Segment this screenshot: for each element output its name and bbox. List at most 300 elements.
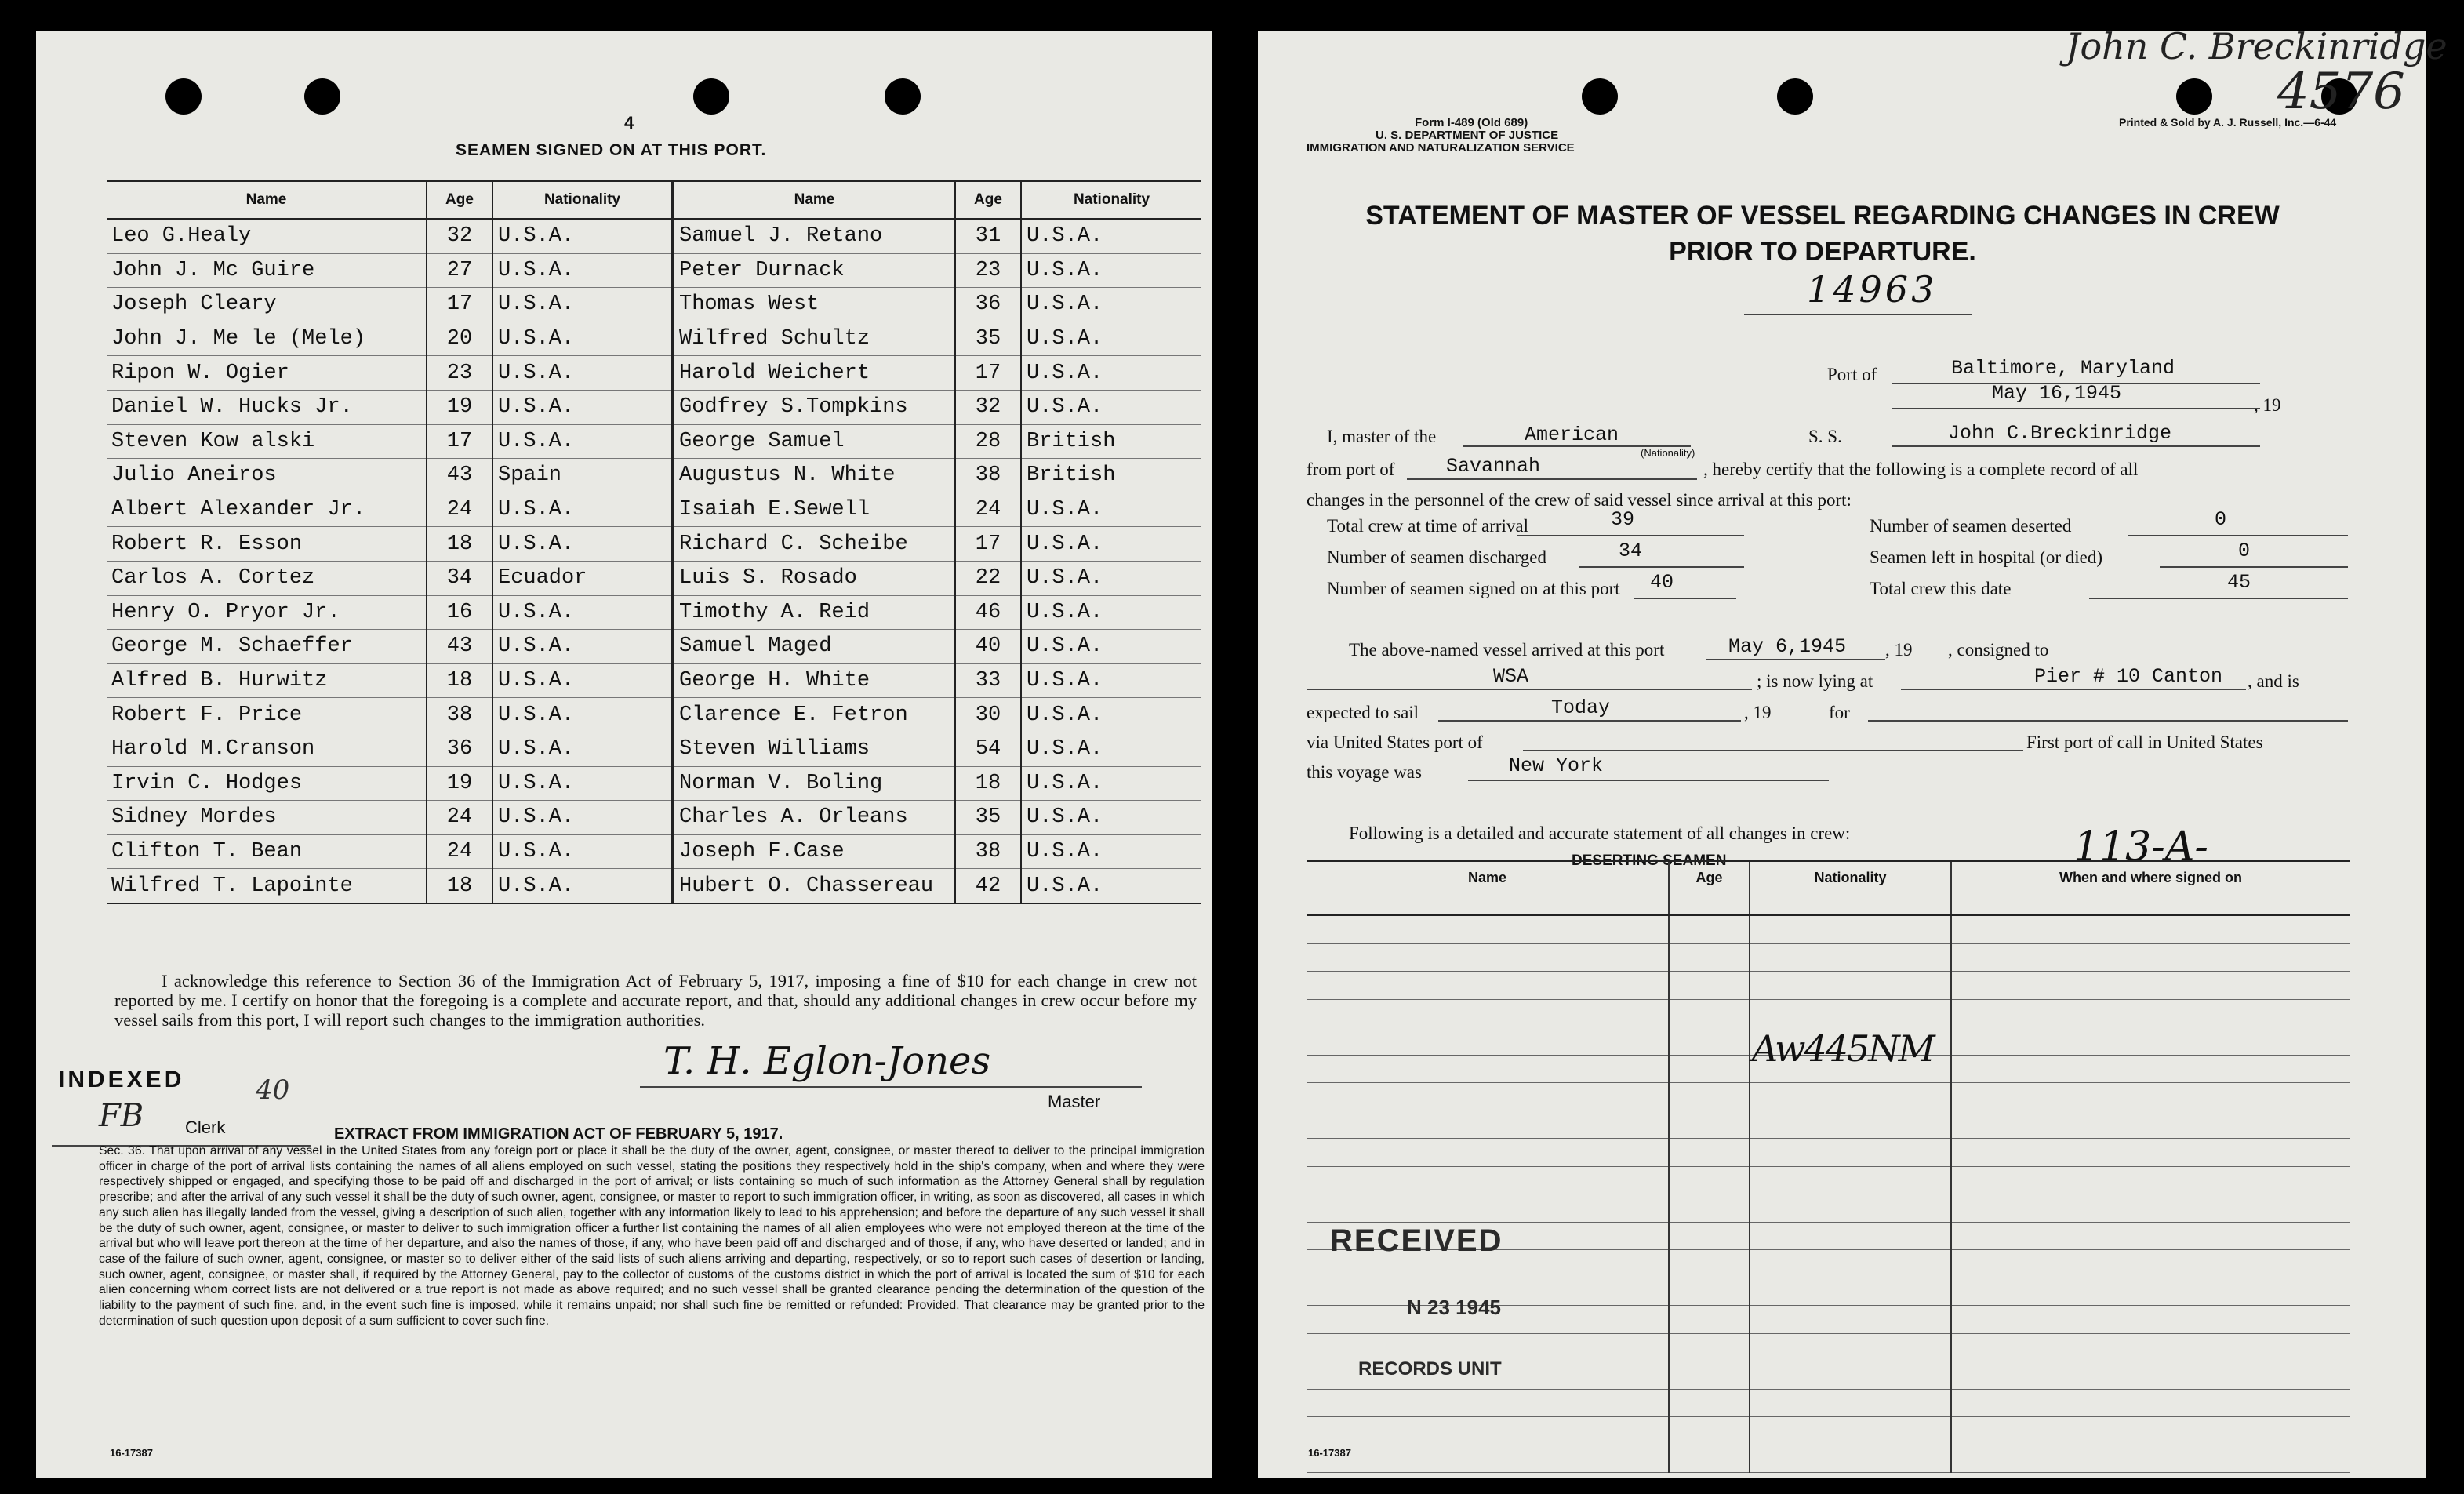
seaman-name: Harold M.Cranson: [107, 732, 427, 766]
empty-cell: [1951, 1083, 2350, 1111]
empty-cell: [1750, 1417, 1951, 1445]
form-code: 16-17387: [1308, 1447, 1351, 1459]
master-of-label: I, master of the: [1327, 427, 1437, 446]
table-row: [1307, 1445, 2350, 1473]
empty-cell: [1307, 1445, 1669, 1473]
sail-value: Today: [1551, 696, 1611, 719]
lying-value: Pier # 10 Canton: [2034, 665, 2223, 688]
seaman-name: Wilfred T. Lapointe: [107, 869, 427, 903]
form-code: 16-17387: [110, 1447, 153, 1459]
empty-cell: [1951, 1250, 2350, 1278]
seaman-age: 24: [427, 493, 492, 527]
empty-cell: [1951, 1417, 2350, 1445]
seaman-age: 27: [427, 253, 492, 288]
punch-hole: [165, 78, 202, 115]
seaman-age: 30: [955, 698, 1021, 732]
consigned-label: , consigned to: [1948, 640, 2049, 660]
received-date: N 23 1945: [1407, 1296, 1501, 1319]
table-row: [1307, 1139, 2350, 1167]
seaman-name: Robert F. Price: [107, 698, 427, 732]
master-signature-line: [640, 1086, 1142, 1088]
received-stamp: RECEIVED: [1330, 1223, 1503, 1258]
table-row: [1307, 1083, 2350, 1111]
seaman-nationality: U.S.A.: [492, 595, 673, 630]
empty-cell: [1750, 1445, 1951, 1473]
column-header-nationality: Nationality: [492, 181, 673, 219]
column-header-name: Name: [107, 181, 427, 219]
empty-cell: [1951, 1361, 2350, 1390]
seaman-nationality: U.S.A.: [1021, 732, 1201, 766]
table-row: [1307, 1333, 2350, 1361]
lying-label: ; is now lying at: [1757, 671, 1873, 691]
seaman-nationality: U.S.A.: [1021, 288, 1201, 322]
empty-cell: [1307, 999, 1669, 1027]
punch-hole: [304, 78, 340, 115]
seaman-name: Isaiah E.Sewell: [673, 493, 955, 527]
table-row: [107, 424, 1201, 459]
empty-cell: [1951, 1445, 2350, 1473]
extract-text: Sec. 36. That upon arrival of any vessel in the United States from any foreign port or place it shall be the duty of the owner, agent, consignee, or master thereof to deliver to the principal immigration officer in charge of the port of arrival lists containing the names of all aliens employed on such vessel, stating the positions they respectively hold in the ship's company, when and where they were respectively shipped or engaged, and specifying those to be paid off and discharged in the port of arrival; or lists containing so much of such information as the Attorney General shall by regulation prescribe; and after the arrival of any such vessel it shall be the duty of such owner, agent, consignee, or master to report to such immigration officer, in writing, as soon as discovered, all cases in which any such alien has illegally landed from the vessel, giving a description of such alien, together with any information likely to lead to his apprehension; and before the departure of any such vessel it shall be the duty of such owner, agent, consignee, or master to deliver to such immigration officer a further list containing the names of all alien employees who were not employed thereon at the time of the arrival but who will leave port thereon at the time of her departure, and also the names of those, if any, who have been paid off and discharged and of those, if any, who have deserted or landed; and in case of the failure of such owner, agent, consignee, or master so to deliver either of the said lists of such aliens arriving and departing, respectively, or so to report such cases of desertion or landing, such owner, agent, consignee, or master shall, if required by the Attorney General, pay to the collector of customs of the customs district in which the port of arrival is located the sum of $10 for each alien concerning whom correct lists are not delivered or a true report is not made as above required; and no such vessel shall be granted clearance pending the determination of the question of the liability to the payment of such fine, and, in the event such fine is imposed, while it remains unpaid; nor shall such fine be remitted or refunded: Provided, That clearance may be granted prior to the determination of such question upon deposit of a sum sufficient to cover such fine.: [99, 1144, 1205, 1328]
table-row: [1307, 943, 2350, 972]
crew-stat-line: [2089, 598, 2348, 599]
crew-stat-line: [2160, 566, 2348, 568]
table-row: [107, 595, 1201, 630]
seaman-age: 35: [955, 801, 1021, 835]
seaman-name: Harold Weichert: [673, 356, 955, 391]
seaman-name: George H. White: [673, 663, 955, 698]
seaman-age: 34: [427, 561, 492, 595]
empty-cell: [1669, 1445, 1750, 1473]
sail-year: , 19: [1744, 703, 1772, 722]
department: U. S. DEPARTMENT OF JUSTICE: [1376, 129, 1559, 142]
empty-cell: [1307, 1027, 1669, 1056]
column-header-name: Name: [1307, 861, 1669, 915]
empty-cell: [1750, 1111, 1951, 1139]
seaman-nationality: U.S.A.: [492, 288, 673, 322]
seaman-nationality: U.S.A.: [1021, 322, 1201, 356]
form-number: Form I-489 (Old 689): [1415, 116, 1528, 129]
changes-text: changes in the personnel of the crew of said vessel since arrival at this port:: [1307, 490, 1852, 510]
seaman-age: 23: [427, 356, 492, 391]
seaman-age: 36: [427, 732, 492, 766]
seaman-name: Joseph F.Case: [673, 834, 955, 869]
seaman-nationality: U.S.A.: [1021, 561, 1201, 595]
seaman-name: Thomas West: [673, 288, 955, 322]
from-port-line: [1407, 478, 1697, 480]
empty-cell: [1750, 1250, 1951, 1278]
empty-cell: [1669, 972, 1750, 1000]
page-number: 4: [624, 113, 634, 133]
arrived-label: The above-named vessel arrived at this port: [1349, 640, 1665, 660]
table-row: [107, 698, 1201, 732]
table-row: [107, 322, 1201, 356]
table-row: [1307, 1417, 2350, 1445]
seaman-age: 46: [955, 595, 1021, 630]
seaman-nationality: U.S.A.: [492, 356, 673, 391]
seaman-name: Luis S. Rosado: [673, 561, 955, 595]
column-header-when-where: When and where signed on: [1951, 861, 2350, 915]
seaman-age: 16: [427, 595, 492, 630]
empty-cell: [1669, 1194, 1750, 1223]
seaman-name: John J. Me le (Mele): [107, 322, 427, 356]
seaman-age: 17: [427, 424, 492, 459]
seaman-nationality: U.S.A.: [492, 801, 673, 835]
seaman-nationality: British: [1021, 459, 1201, 493]
seaman-age: 19: [427, 390, 492, 424]
empty-cell: [1951, 999, 2350, 1027]
for-line: [1868, 720, 2348, 722]
voyage-label: this voyage was: [1307, 762, 1422, 782]
crew-stat-value: 40: [1650, 571, 1674, 594]
empty-cell: [1669, 1361, 1750, 1390]
table-row: [107, 390, 1201, 424]
seaman-name: Steven Kow alski: [107, 424, 427, 459]
table-row: [107, 527, 1201, 562]
empty-cell: [1750, 999, 1951, 1027]
seaman-nationality: U.S.A.: [1021, 869, 1201, 903]
seaman-nationality: U.S.A.: [1021, 663, 1201, 698]
seaman-age: 17: [955, 527, 1021, 562]
column-header-nationality: Nationality: [1021, 181, 1201, 219]
lying-line: [1901, 689, 2246, 690]
seaman-age: 18: [427, 663, 492, 698]
empty-cell: [1669, 1055, 1750, 1083]
seaman-age: 33: [955, 663, 1021, 698]
crew-stat-line: [2128, 535, 2348, 536]
seaman-age: 17: [427, 288, 492, 322]
following-text: Following is a detailed and accurate statement of all changes in crew:: [1349, 823, 1851, 843]
seaman-nationality: Ecuador: [492, 561, 673, 595]
empty-cell: [1669, 999, 1750, 1027]
certify-text: , hereby certify that the following is a complete record of all: [1703, 460, 2139, 479]
table-row: [107, 253, 1201, 288]
left-page: [36, 31, 1212, 1478]
empty-cell: [1669, 1306, 1750, 1334]
seaman-nationality: U.S.A.: [1021, 801, 1201, 835]
empty-cell: [1307, 1139, 1669, 1167]
arrived-year: , 19: [1885, 640, 1913, 660]
voyage-line: [1468, 780, 1829, 781]
table-row: [107, 630, 1201, 664]
and-is-label: , and is: [2248, 671, 2299, 691]
seaman-age: 20: [427, 322, 492, 356]
vessel-line: [1892, 445, 2260, 447]
column-header-name: Name: [673, 181, 955, 219]
empty-cell: [1750, 1278, 1951, 1306]
empty-cell: [1669, 943, 1750, 972]
sail-label: expected to sail: [1307, 703, 1419, 722]
section-title: SEAMEN SIGNED ON AT THIS PORT.: [456, 141, 767, 159]
seaman-name: Albert Alexander Jr.: [107, 493, 427, 527]
clerk-initials: FB: [99, 1098, 144, 1134]
seaman-name: Henry O. Pryor Jr.: [107, 595, 427, 630]
seaman-name: Charles A. Orleans: [673, 801, 955, 835]
port-label: Port of: [1827, 365, 1877, 384]
punch-hole: [2176, 78, 2212, 115]
seaman-nationality: U.S.A.: [492, 663, 673, 698]
empty-cell: [1307, 915, 1669, 943]
seaman-name: Leo G.Healy: [107, 219, 427, 253]
column-header-age: Age: [1669, 861, 1750, 915]
empty-cell: [1951, 943, 2350, 972]
nationality-scribble: Aw445NM: [1752, 1027, 1934, 1070]
empty-cell: [1750, 943, 1951, 972]
seaman-age: 19: [427, 766, 492, 801]
seaman-nationality: U.S.A.: [492, 630, 673, 664]
handwritten-code: 113-A-: [2073, 823, 2208, 871]
empty-cell: [1669, 1389, 1750, 1417]
empty-cell: [1951, 915, 2350, 943]
ss-label: S. S.: [1808, 427, 1842, 446]
master-signature: T. H. Eglon-Jones: [663, 1039, 991, 1083]
records-unit-stamp: RECORDS UNIT: [1358, 1358, 1502, 1379]
seaman-age: 38: [955, 834, 1021, 869]
seaman-nationality: U.S.A.: [1021, 527, 1201, 562]
seaman-name: Alfred B. Hurwitz: [107, 663, 427, 698]
seaman-name: Clarence E. Fetron: [673, 698, 955, 732]
table-row: [107, 834, 1201, 869]
seaman-name: George M. Schaeffer: [107, 630, 427, 664]
seaman-age: 32: [955, 390, 1021, 424]
voyage-value: New York: [1509, 754, 1604, 777]
empty-cell: [1951, 1222, 2350, 1250]
table-row: [1307, 1194, 2350, 1223]
via-label: via United States port of: [1307, 732, 1483, 752]
vessel-value: John C.Breckinridge: [1948, 422, 2172, 445]
empty-cell: [1669, 1139, 1750, 1167]
table-row: [107, 732, 1201, 766]
date-year-label: , 19: [2254, 395, 2281, 415]
seaman-name: Godfrey S.Tompkins: [673, 390, 955, 424]
seaman-nationality: U.S.A.: [492, 698, 673, 732]
column-header-nationality: Nationality: [1750, 861, 1951, 915]
seaman-name: Peter Durnack: [673, 253, 955, 288]
handwritten-number: 4576: [2277, 63, 2405, 121]
empty-cell: [1750, 1139, 1951, 1167]
empty-cell: [1951, 1055, 2350, 1083]
punch-hole: [1777, 78, 1813, 115]
seaman-name: Sidney Mordes: [107, 801, 427, 835]
consignee-value: WSA: [1493, 665, 1529, 688]
empty-cell: [1951, 1306, 2350, 1334]
empty-cell: [1750, 1083, 1951, 1111]
seaman-nationality: U.S.A.: [492, 869, 673, 903]
empty-cell: [1669, 1250, 1750, 1278]
table-row: [107, 459, 1201, 493]
seaman-nationality: U.S.A.: [1021, 219, 1201, 253]
seaman-name: Ripon W. Ogier: [107, 356, 427, 391]
crew-stat-value: 34: [1619, 540, 1643, 562]
empty-cell: [1307, 1389, 1669, 1417]
crew-stat-value: 0: [2238, 540, 2251, 562]
right-page: [1258, 25, 2448, 1478]
table-row: [1307, 1166, 2350, 1194]
table-row: [107, 663, 1201, 698]
seamen-table: [107, 180, 1201, 904]
punch-hole: [693, 78, 729, 115]
crew-stat-label: Total crew this date: [1870, 579, 2012, 598]
seaman-age: 43: [427, 630, 492, 664]
seaman-nationality: U.S.A.: [492, 766, 673, 801]
seaman-nationality: U.S.A.: [1021, 834, 1201, 869]
table-header-row: [107, 181, 1201, 219]
seaman-age: 18: [427, 527, 492, 562]
seaman-name: Julio Aneiros: [107, 459, 427, 493]
sail-line: [1438, 720, 1741, 722]
clerk-number: 40: [256, 1074, 290, 1106]
empty-cell: [1750, 1361, 1951, 1390]
seaman-nationality: U.S.A.: [1021, 766, 1201, 801]
seaman-nationality: U.S.A.: [1021, 356, 1201, 391]
seaman-age: 24: [427, 801, 492, 835]
empty-cell: [1750, 1306, 1951, 1334]
empty-cell: [1750, 1389, 1951, 1417]
crew-stat-line: [1634, 598, 1736, 599]
indexed-stamp: INDEXED: [58, 1067, 185, 1092]
seaman-age: 42: [955, 869, 1021, 903]
empty-cell: [1951, 1166, 2350, 1194]
seaman-nationality: U.S.A.: [492, 219, 673, 253]
arrived-value: May 6,1945: [1728, 635, 1847, 658]
seaman-nationality: U.S.A.: [1021, 493, 1201, 527]
table-row: [1307, 972, 2350, 1000]
empty-cell: [1669, 1222, 1750, 1250]
seaman-name: Norman V. Boling: [673, 766, 955, 801]
table-row: [1307, 915, 2350, 943]
seaman-name: Irvin C. Hodges: [107, 766, 427, 801]
file-number: 14963: [1807, 268, 1938, 311]
seaman-age: 32: [427, 219, 492, 253]
clerk-label: Clerk: [185, 1118, 226, 1137]
empty-cell: [1750, 1166, 1951, 1194]
seaman-nationality: U.S.A.: [492, 390, 673, 424]
seaman-age: 54: [955, 732, 1021, 766]
empty-cell: [1951, 1111, 2350, 1139]
crew-stat-label: Number of seamen signed on at this port: [1327, 579, 1620, 598]
seaman-nationality: British: [1021, 424, 1201, 459]
port-value: Baltimore, Maryland: [1951, 357, 2175, 380]
crew-stat-value: 45: [2227, 571, 2251, 594]
seaman-nationality: U.S.A.: [1021, 630, 1201, 664]
master-label: Master: [1048, 1092, 1101, 1111]
service: IMMIGRATION AND NATURALIZATION SERVICE: [1307, 141, 1575, 154]
date-value: May 16,1945: [1992, 382, 2122, 405]
table-row: [107, 869, 1201, 903]
table-row: [107, 356, 1201, 391]
deserting-seamen-table: [1307, 860, 2350, 1473]
seaman-nationality: U.S.A.: [492, 527, 673, 562]
crew-stat-label: Total crew at time of arrival: [1327, 516, 1529, 536]
column-header-age: Age: [955, 181, 1021, 219]
empty-cell: [1669, 1417, 1750, 1445]
empty-cell: [1307, 1194, 1669, 1223]
extract-title: EXTRACT FROM IMMIGRATION ACT OF FEBRUARY 5, 1917.: [334, 1125, 783, 1143]
empty-cell: [1669, 915, 1750, 943]
seaman-nationality: U.S.A.: [492, 834, 673, 869]
empty-cell: [1669, 1083, 1750, 1111]
seaman-name: Hubert O. Chassereau: [673, 869, 955, 903]
seaman-name: Timothy A. Reid: [673, 595, 955, 630]
seaman-name: Wilfred Schultz: [673, 322, 955, 356]
empty-cell: [1951, 1333, 2350, 1361]
table-row: [107, 561, 1201, 595]
seaman-age: 35: [955, 322, 1021, 356]
seaman-nationality: Spain: [492, 459, 673, 493]
nationality-value: American: [1525, 423, 1619, 446]
empty-cell: [1951, 1194, 2350, 1223]
seaman-age: 18: [427, 869, 492, 903]
empty-cell: [1669, 1278, 1750, 1306]
empty-cell: [1307, 1055, 1669, 1083]
table-row: [107, 493, 1201, 527]
empty-cell: [1669, 1166, 1750, 1194]
seaman-name: Samuel Maged: [673, 630, 955, 664]
seaman-age: 38: [955, 459, 1021, 493]
from-port-label: from port of: [1307, 460, 1395, 479]
seaman-nationality: U.S.A.: [1021, 390, 1201, 424]
arrived-line: [1706, 659, 1885, 660]
seaman-age: 18: [955, 766, 1021, 801]
empty-cell: [1307, 1166, 1669, 1194]
crew-stat-value: 39: [1611, 508, 1635, 531]
first-port-label: First port of call in United States: [2026, 732, 2263, 752]
empty-cell: [1951, 972, 2350, 1000]
table-row: [107, 219, 1201, 253]
seaman-nationality: U.S.A.: [1021, 253, 1201, 288]
via-line: [1523, 750, 2023, 751]
empty-cell: [1307, 1417, 1669, 1445]
seaman-name: Richard C. Scheibe: [673, 527, 955, 562]
deserting-title: DESERTING SEAMEN: [1572, 852, 1727, 869]
form-title-line1: STATEMENT OF MASTER OF VESSEL REGARDING CHANGES IN CREW: [1365, 201, 2280, 231]
empty-cell: [1307, 1111, 1669, 1139]
date-line: [1892, 408, 2260, 409]
seaman-age: 36: [955, 288, 1021, 322]
empty-cell: [1951, 1278, 2350, 1306]
table-row: [1307, 1389, 2350, 1417]
table-header-row: [1307, 861, 2350, 915]
file-number-line: [1744, 314, 1972, 315]
table-row: [107, 766, 1201, 801]
empty-cell: [1750, 1194, 1951, 1223]
crew-stat-label: Seamen left in hospital (or died): [1870, 547, 2103, 567]
punch-hole: [885, 78, 921, 115]
seaman-age: 17: [955, 356, 1021, 391]
table-row: [107, 801, 1201, 835]
empty-cell: [1951, 1027, 2350, 1056]
seaman-nationality: U.S.A.: [492, 424, 673, 459]
seaman-name: Carlos A. Cortez: [107, 561, 427, 595]
seaman-nationality: U.S.A.: [492, 493, 673, 527]
seaman-age: 31: [955, 219, 1021, 253]
empty-cell: [1951, 1389, 2350, 1417]
empty-cell: [1750, 1222, 1951, 1250]
empty-cell: [1307, 943, 1669, 972]
from-port-value: Savannah: [1446, 455, 1541, 478]
seaman-name: John J. Mc Guire: [107, 253, 427, 288]
seaman-nationality: U.S.A.: [492, 322, 673, 356]
seaman-age: 24: [955, 493, 1021, 527]
empty-cell: [1307, 972, 1669, 1000]
nationality-caption: (Nationality): [1641, 447, 1695, 459]
seaman-name: Daniel W. Hucks Jr.: [107, 390, 427, 424]
seaman-age: 23: [955, 253, 1021, 288]
crew-stat-line: [1579, 566, 1744, 568]
crew-stat-line: [1517, 535, 1744, 536]
seaman-name: George Samuel: [673, 424, 955, 459]
empty-cell: [1307, 1083, 1669, 1111]
seaman-name: Augustus N. White: [673, 459, 955, 493]
